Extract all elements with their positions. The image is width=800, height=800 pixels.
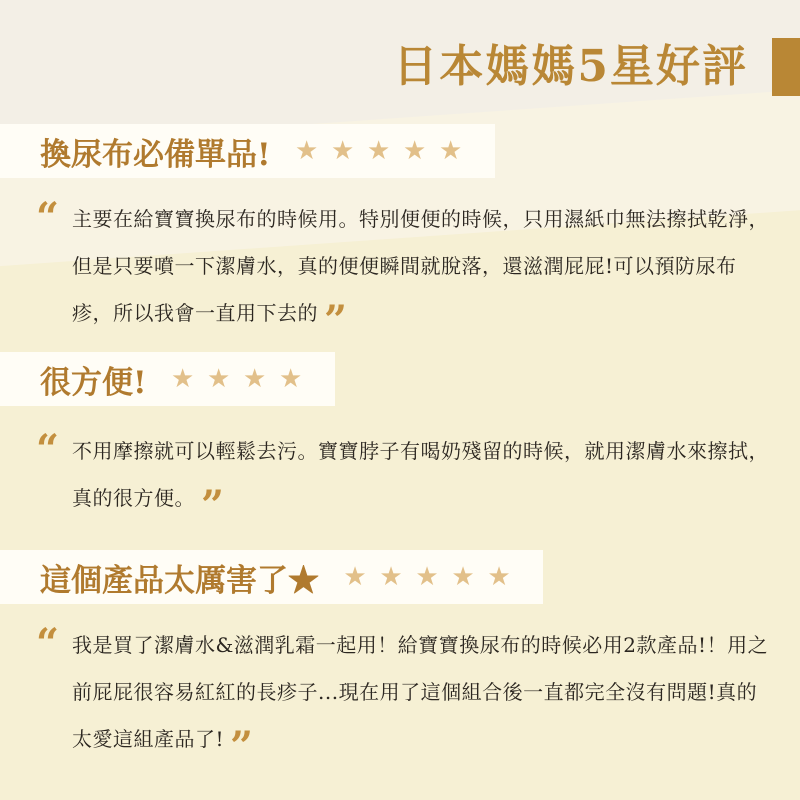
review-header xyxy=(0,124,495,178)
review-text-content: 主要在給寶寶換尿布的時候用。特別便便的時候，只用濕紙巾無法擦拭乾淨，但是只要噴一下潔膚水，真的便便瞬間就脫落，還滋潤屁屁!可以預防尿布疹，所以我會一直用下去的 xyxy=(72,207,769,325)
review-title: 換尿布必備單品! xyxy=(40,136,271,173)
star-icon: ★ xyxy=(343,562,367,592)
review-card xyxy=(0,550,800,770)
star-icon: ★ xyxy=(487,562,511,592)
star-rating xyxy=(165,366,309,392)
review-card xyxy=(0,124,800,344)
review-text-content: 我是買了潔膚水&滋潤乳霜一起用！給寶寶換尿布的時候必用2款產品!！用之前屁屁很容易紅紅的長疹子...現在用了這個組合後一直都完全沒有問題!真的太愛這組產品了! xyxy=(72,633,769,751)
title-accent-bar xyxy=(772,38,800,96)
star-icon: ★ xyxy=(170,364,195,394)
open-quote-icon: “ xyxy=(36,426,60,473)
star-rating xyxy=(337,564,517,590)
star-icon: ★ xyxy=(278,364,303,394)
review-header xyxy=(0,550,543,604)
close-quote-icon: ” xyxy=(230,723,254,770)
star-icon: ★ xyxy=(415,562,439,592)
review-card xyxy=(0,352,800,529)
review-body xyxy=(0,620,772,770)
star-icon: ★ xyxy=(330,136,355,166)
review-body xyxy=(0,426,772,529)
review-text xyxy=(72,622,772,770)
star-icon: ★ xyxy=(294,136,319,166)
star-icon: ★ xyxy=(206,364,231,394)
close-quote-icon: ” xyxy=(324,297,348,344)
star-icon: ★ xyxy=(451,562,475,592)
star-icon: ★ xyxy=(379,562,403,592)
review-header xyxy=(0,352,335,406)
star-icon: ★ xyxy=(242,364,267,394)
open-quote-icon: “ xyxy=(36,194,60,241)
page-title: 日本媽媽5星好評 xyxy=(393,41,748,92)
review-text-content: 不用摩擦就可以輕鬆去污。寶寶脖子有喝奶殘留的時候，就用潔膚水來擦拭，真的很方便。 xyxy=(72,439,769,510)
review-body xyxy=(0,194,772,344)
star-rating xyxy=(289,138,469,164)
open-quote-icon: “ xyxy=(36,620,60,667)
review-title: 這個產品太厲害了★ xyxy=(40,562,319,599)
review-title: 很方便! xyxy=(40,364,147,401)
close-quote-icon: ” xyxy=(201,482,225,529)
review-text xyxy=(72,196,772,344)
star-icon: ★ xyxy=(366,136,391,166)
star-icon: ★ xyxy=(402,136,427,166)
star-icon: ★ xyxy=(438,136,463,166)
review-text xyxy=(72,428,772,529)
